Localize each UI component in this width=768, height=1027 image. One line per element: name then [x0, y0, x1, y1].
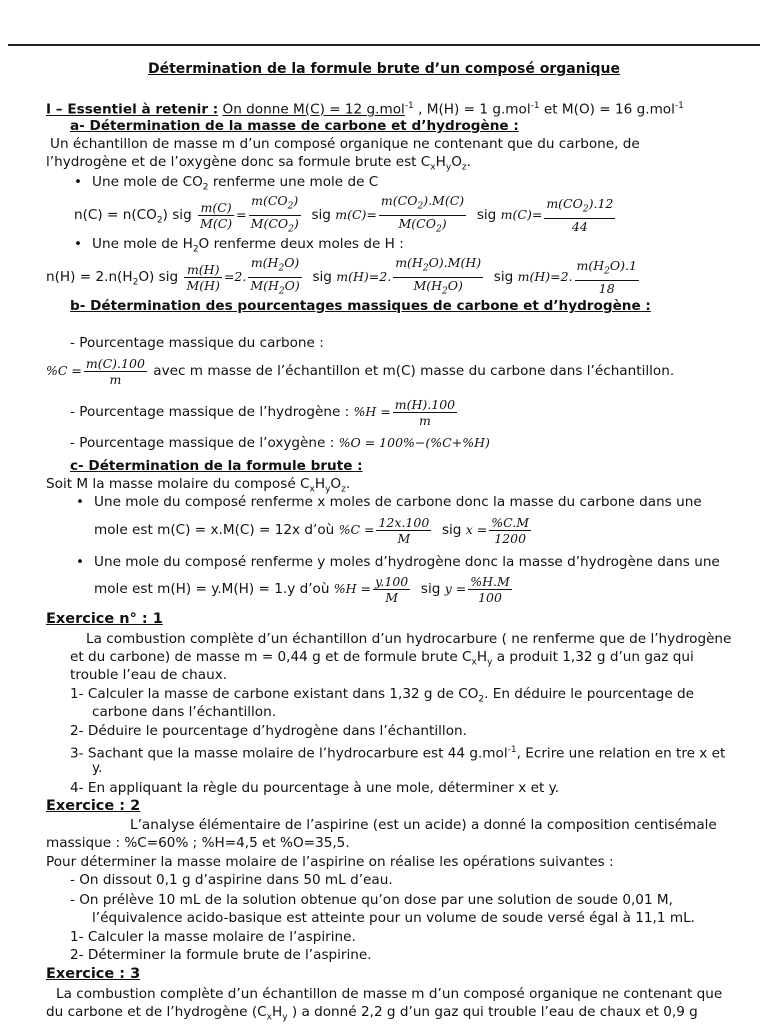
part-c-bullet-2-cont: mole est m(H) = y.M(H) = 1.y d’où %H = $\frac{y.100}{M}$ sig y = $\frac{\%H.M}{100}$ — [94, 573, 510, 605]
part-c-bullet-1-cont: mole est m(C) = x.M(C) = 12x d’où %C = $\frac{12x.100}{M}$ sig x = $\frac{\%C.M}{1200}$ — [94, 514, 530, 546]
part-a-line-1: Un échantillon de masse m d’un composé organique ne contenant que du carbone, de — [50, 136, 640, 152]
part-a-bullet-1: • Une mole de $CO_2$ renferme une mole de C — [92, 174, 378, 197]
hydrogen-mass-equation: $n(H) = 2.n(H_2O)$ sig $\frac{m(H)}{M(H)}$ =2. $\frac{m(H_2O)}{M(H_2O)}$ sig m(H)=2. $\frac{m(H_2O).M(H)}{M(H_2O)}$ sig m(H)=2. $\frac{m(H_2O).1}{18}$ — [46, 255, 637, 296]
exercise-2-line-3: Pour déterminer la masse molaire de l’aspirine on réalise les opérations suivantes : — [46, 854, 614, 870]
section-1-line: I – Essentiel à retenir : On donne M(C) = 12 g.mol$^{-1}$ , M(H) = 1 g.mol$^{-1}$ et M(O) = 16 g.mol$^{-1}$ — [46, 101, 684, 118]
exercise-2-line-1: L’analyse élémentaire de l’aspirine (est un acide) a donné la composition centisémale — [130, 817, 717, 833]
exercise-3-line-2: du carbone et de l’hydrogène ($C_xH_y$ ) a donné 2,2 g d’un gaz qui trouble l’eau de chaux et 0,9 g — [46, 1004, 698, 1023]
section-1-heading: I – Essentiel à retenir : — [46, 101, 219, 118]
part-c-heading: c- Détermination de la formule brute : — [70, 458, 363, 474]
exercise-2-step-2: - On prélève 10 mL de la solution obtenue qu’on dose par une solution de soude 0,01 M, — [70, 892, 673, 908]
part-c-bullet-2: • Une mole du composé renferme y moles d’hydrogène donc la masse d’hydrogène dans une — [94, 554, 720, 571]
part-b-heading: b- Détermination des pourcentages massiques de carbone et d’hydrogène : — [70, 298, 651, 314]
part-b-item-3: - Pourcentage massique de l’oxygène : %O = 100%−(%C+%H) — [70, 435, 490, 451]
exercise-1-question-3-cont: y. — [92, 760, 103, 776]
exercise-1-question-4: 4- En appliquant la règle du pourcentage à une mole, déterminer x et y. — [70, 780, 560, 796]
part-c-line-1: Soit M la masse molaire du composé $C_xH_yO_z$. — [46, 476, 351, 495]
part-a-line-2: l’hydrogène et de l’oxygène donc sa formule brute est $C_xH_yO_z$. — [46, 154, 471, 173]
exercise-2-question-1: 1- Calculer la masse molaire de l’aspirine. — [70, 929, 356, 945]
exercise-1-question-3: 3- Sachant que la masse molaire de l’hydrocarbure est 44 g.mol$^{-1}$, Ecrire une relation en tre x et — [70, 745, 726, 762]
exercise-3-heading: Exercice : 3 — [46, 966, 141, 982]
part-c-bullet-1: • Une mole du composé renferme x moles de carbone donc la masse du carbone dans une — [94, 494, 702, 511]
exercise-2-question-2: 2- Déterminer la formule brute de l’aspirine. — [70, 947, 372, 963]
exercise-1-question-1-cont: carbone dans l’échantillon. — [92, 704, 277, 720]
carbon-percent-formula: %C = $\frac{m(C).100}{m}$ avec m masse de l’échantillon et m(C) masse du carbone dans l’échantillon. — [46, 355, 675, 387]
carbon-mass-equation: $n(C) = n(CO_2)$ sig $\frac{m(C)}{M(C)}$ = $\frac{m(CO_2)}{M(CO_2)}$ sig m(C)= $\frac{m(CO_2).M(C)}{M(CO_2)}$ sig m(C)= $\frac{m(CO_2).12}{44}$ — [74, 193, 614, 234]
part-a-heading: a- Détermination de la masse de carbone et d’hydrogène : — [70, 118, 519, 134]
exercise-1-question-1: 1- Calculer la masse de carbone existant dans 1,32 g de $CO_2$. En déduire le pourcentage de — [70, 686, 695, 705]
top-rule — [8, 44, 760, 46]
page-title: Détermination de la formule brute d’un composé organique — [148, 61, 620, 77]
exercise-1-line-3: trouble l’eau de chaux. — [70, 667, 228, 683]
exercise-2-heading: Exercice : 2 — [46, 798, 141, 814]
exercise-1-heading: Exercice n° : 1 — [46, 611, 163, 627]
part-b-item-1: - Pourcentage massique du carbone : — [70, 335, 324, 351]
exercise-2-line-2: massique : %C=60% ; %H=4,5 et %O=35,5. — [46, 835, 350, 851]
exercise-2-step-1: - On dissout 0,1 g d’aspirine dans 50 mL d’eau. — [70, 872, 393, 888]
part-a-bullet-2: • Une mole de $H_2O$ renferme deux moles de H : — [92, 236, 404, 259]
exercise-2-step-2-cont: l’équivalence acido-basique est atteinte pour un volume de soude versé égal à 11,1 mL. — [92, 910, 695, 926]
exercise-3-line-1: La combustion complète d’un échantillon de masse m d’un composé organique ne contenant que — [56, 986, 723, 1002]
exercise-1-question-2: 2- Déduire le pourcentage d’hydrogène dans l’échantillon. — [70, 723, 467, 739]
exercise-1-line-2: et du carbone) de masse m = 0,44 g et de formule brute $C_xH_y$ a produit 1,32 g d’un gaz qui — [70, 649, 694, 668]
exercise-1-line-1: La combustion complète d’un échantillon d’un hydrocarbure ( ne renferme que de l’hydrogène — [86, 631, 732, 647]
part-b-item-2: - Pourcentage massique de l’hydrogène : %H = $\frac{m(H).100}{m}$ — [70, 396, 456, 428]
